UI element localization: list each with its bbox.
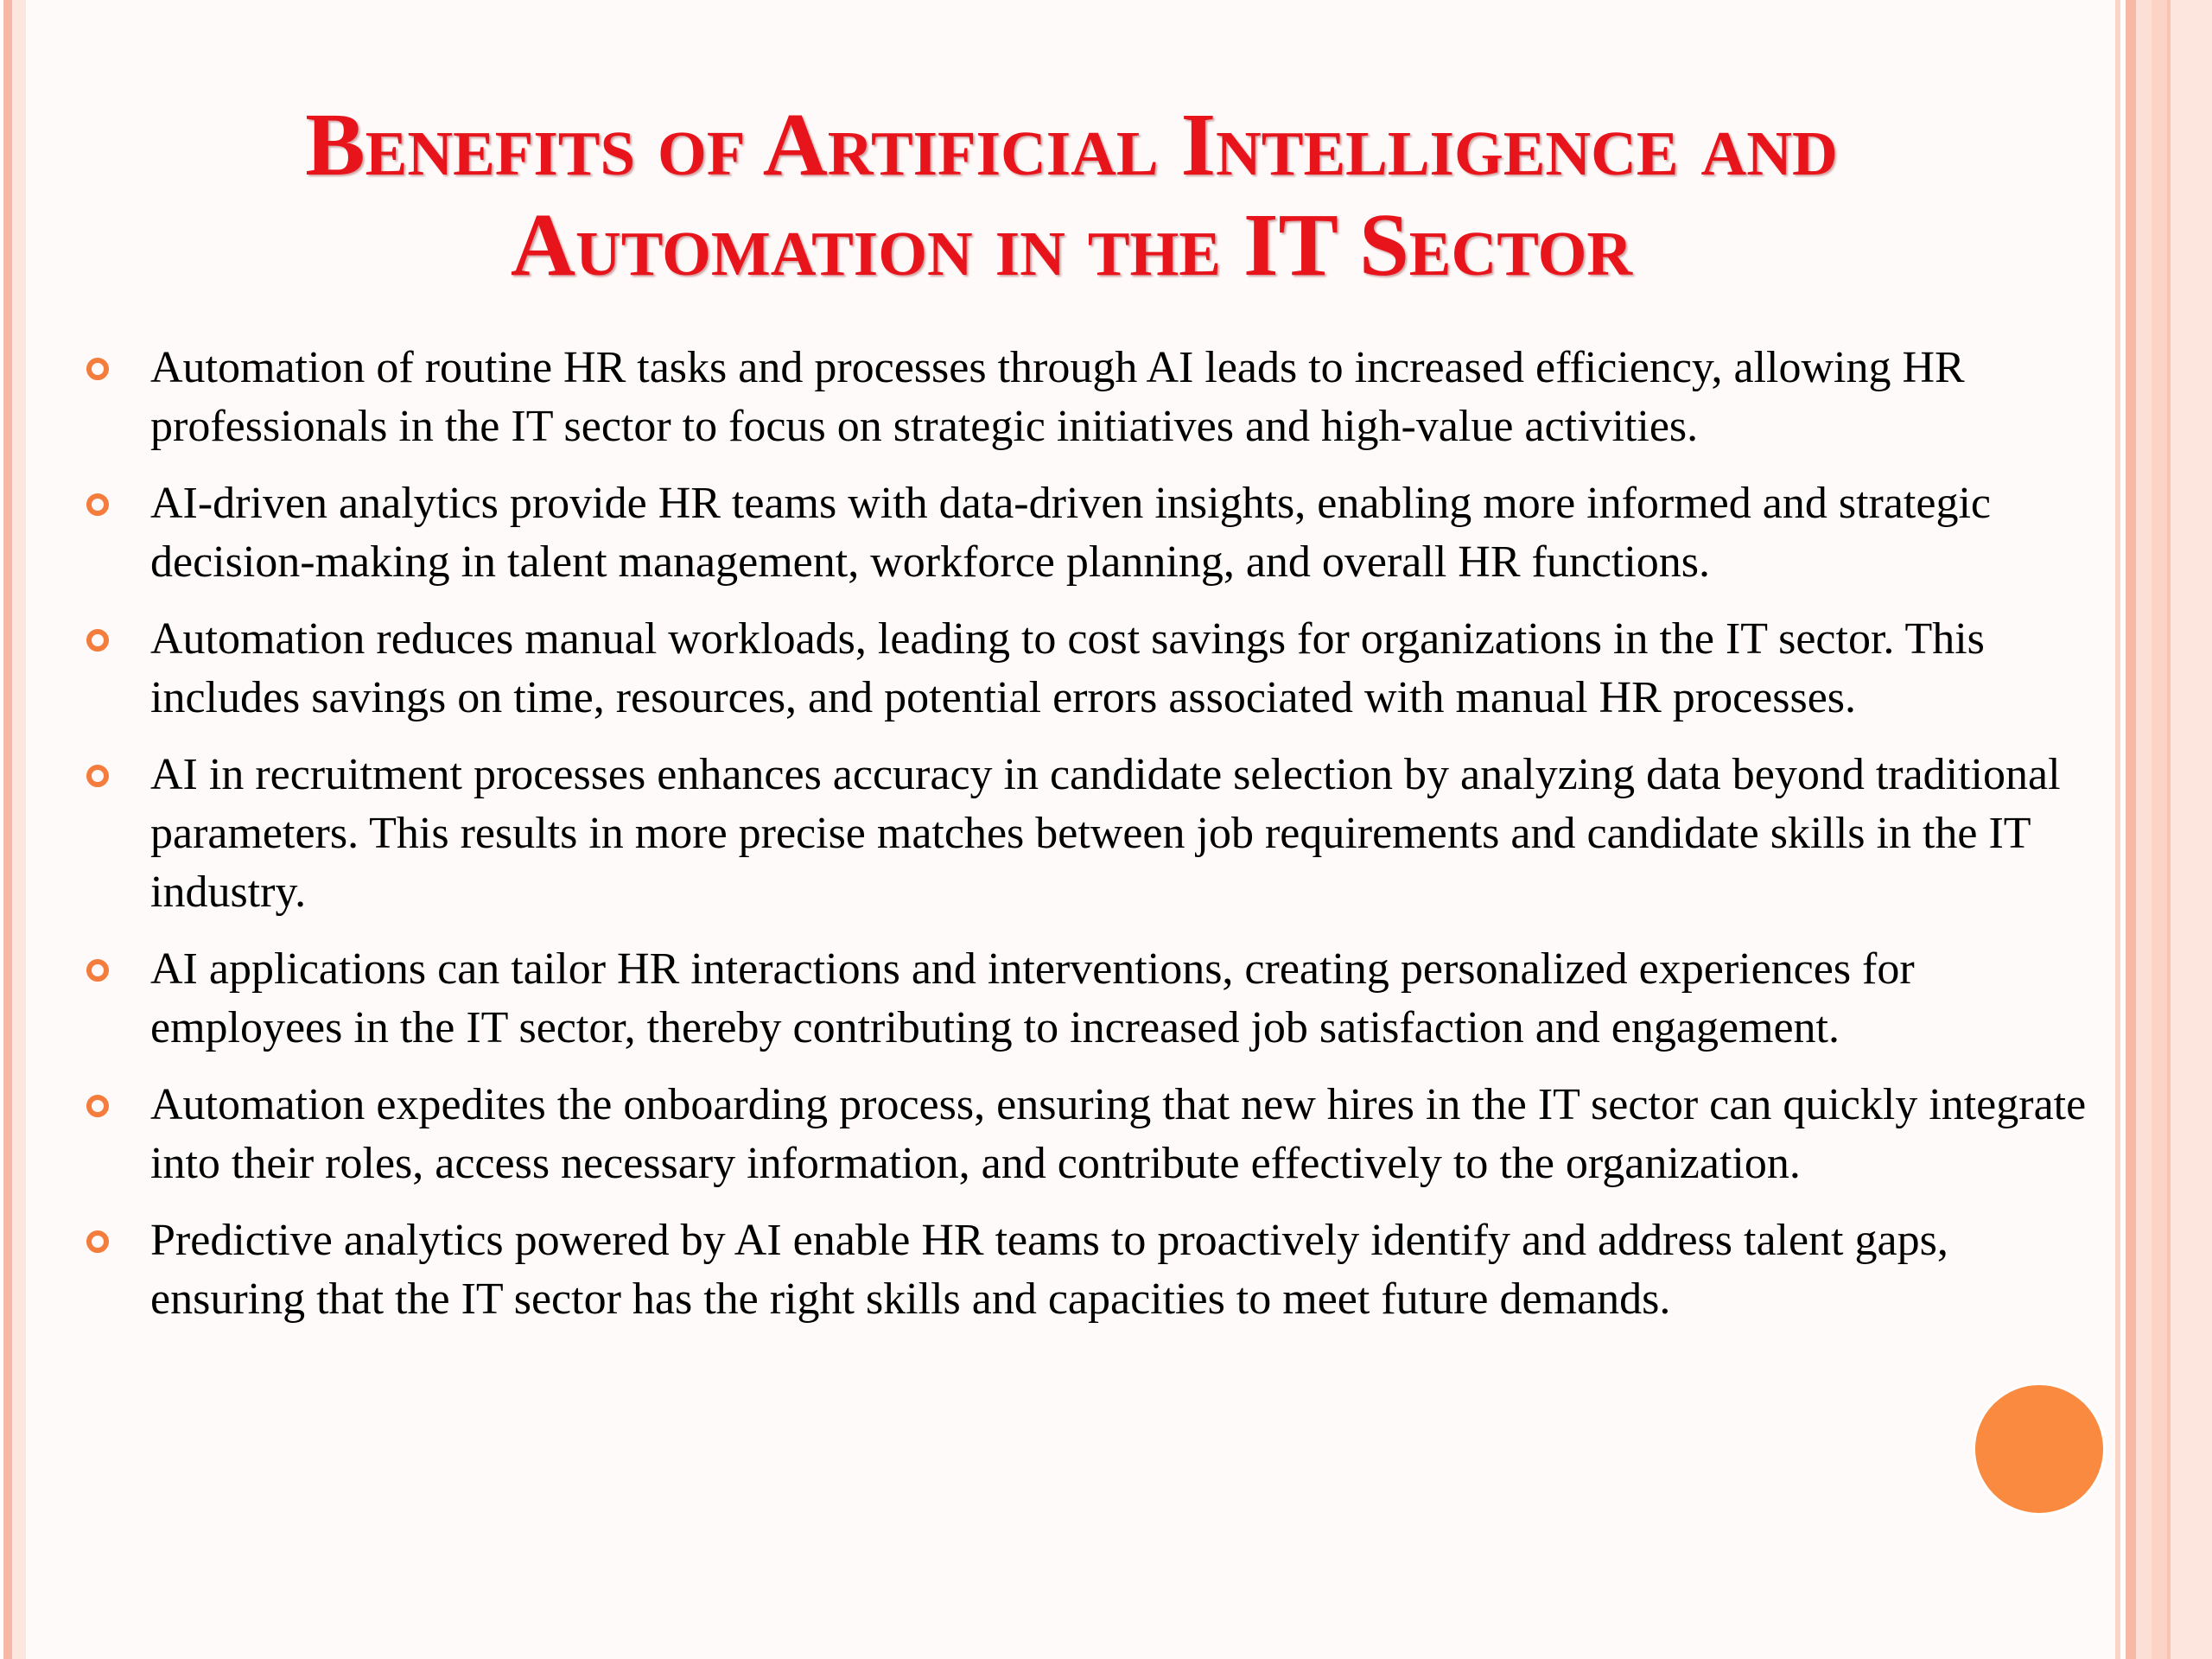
bullet-list	[83, 339, 2105, 1347]
hollow-circle-bullet-icon	[86, 1230, 109, 1253]
bullet-text: Automation reduces manual workloads, leading to cost savings for organizations in the IT sector. This includes savings on time, resources, and potential errors associated with manual HR processes.	[150, 614, 1985, 722]
bullet-text: AI in recruitment processes enhances accuracy in candidate selection by analyzing data beyond traditional parameters. This results in more precise matches between job requirements and candidate skills in the IT industry.	[150, 750, 2061, 917]
hollow-circle-bullet-icon	[86, 493, 109, 516]
bullet-item	[83, 474, 2105, 592]
hollow-circle-bullet-icon	[86, 765, 109, 787]
orange-accent-circle	[1973, 1382, 2106, 1516]
bullet-text: Automation expedites the onboarding process, ensuring that new hires in the IT sector can quickly integrate into their roles, access necessary information, and contribute effectively to the organization.	[150, 1080, 2087, 1188]
bullet-item	[83, 339, 2105, 456]
right-decorative-border	[2115, 0, 2212, 1659]
hollow-circle-bullet-icon	[86, 358, 109, 380]
hollow-circle-bullet-icon	[86, 959, 109, 982]
left-decorative-border	[0, 0, 26, 1659]
bullet-item	[83, 1076, 2105, 1193]
bullet-item	[83, 940, 2105, 1058]
bullet-text: AI applications can tailor HR interactions and interventions, creating personalized experiences for employees in the IT sector, thereby contributing to increased job satisfaction and engagement.	[150, 944, 1915, 1052]
bullet-item	[83, 746, 2105, 922]
hollow-circle-bullet-icon	[86, 1095, 109, 1117]
bullet-text: Predictive analytics powered by AI enable HR teams to proactively identify and address talent gaps, ensuring that the IT sector has the right skills and capacities to meet future demands.	[150, 1216, 1948, 1324]
bullet-text: Automation of routine HR tasks and processes through AI leads to increased efficiency, allowing HR professionals in the IT sector to focus on strategic initiatives and high-value activities.	[150, 343, 1965, 451]
slide-title: Benefits of Artificial Intelligence and Automation in the IT Sector	[305, 95, 1838, 295]
bullet-item	[83, 1211, 2105, 1329]
bullet-item	[83, 610, 2105, 728]
hollow-circle-bullet-icon	[86, 629, 109, 652]
bullet-text: AI-driven analytics provide HR teams with data-driven insights, enabling more informed and strategic decision-making in talent management, workforce planning, and overall HR functions.	[150, 479, 1991, 587]
